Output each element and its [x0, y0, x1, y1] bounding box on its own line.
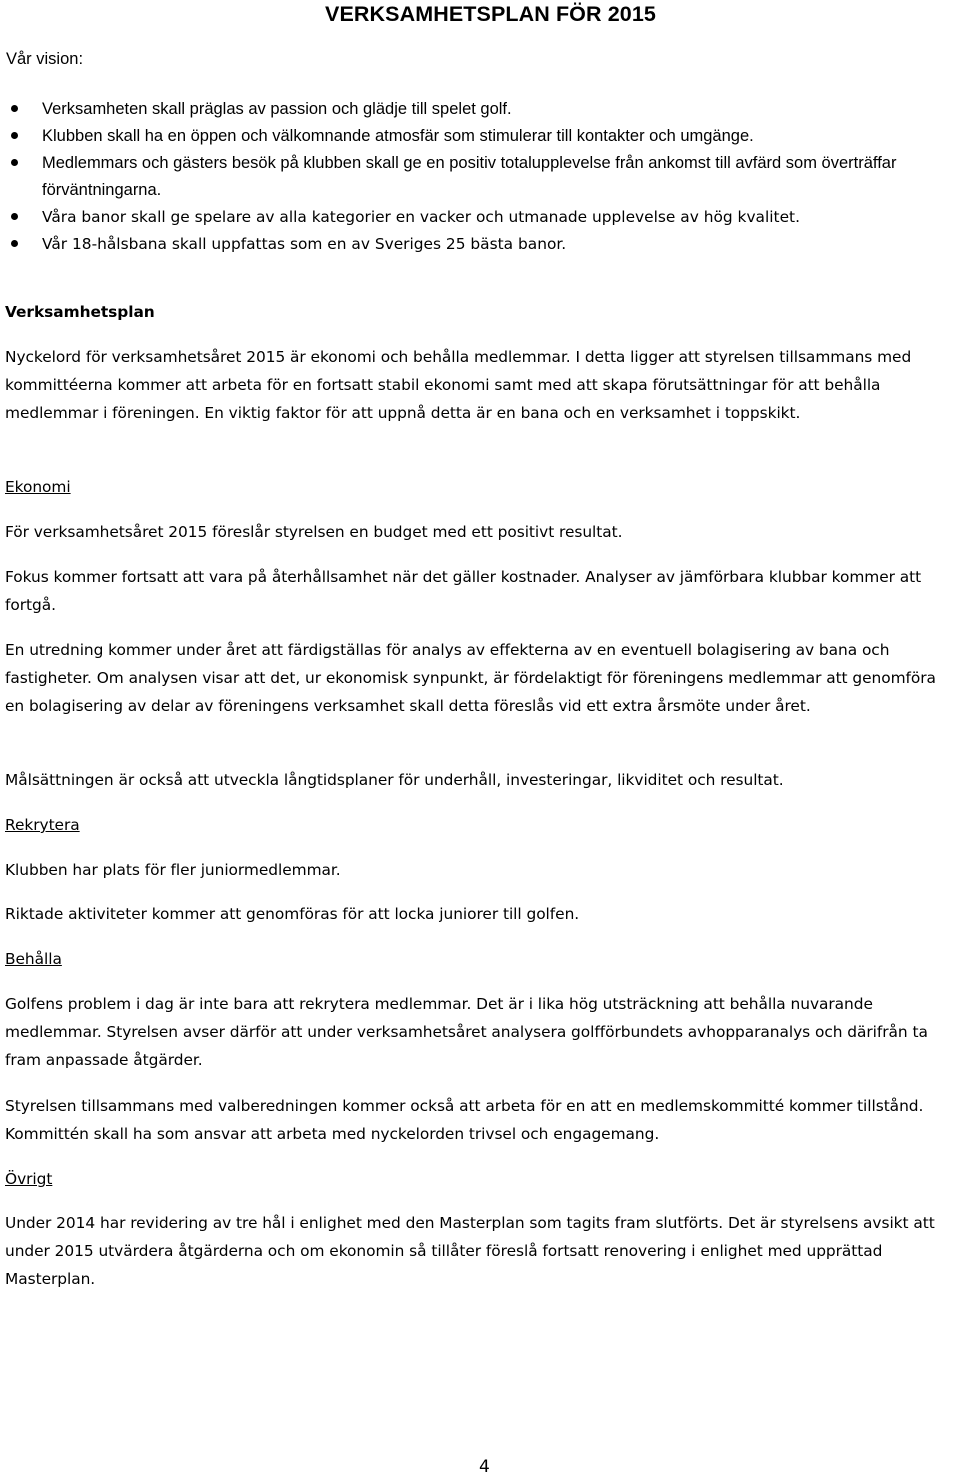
bullet-dot-icon	[11, 159, 18, 166]
vision-label: Vår vision:	[6, 50, 84, 68]
plan-heading: Verksamhetsplan	[5, 303, 155, 321]
rekrytera-heading: Rekrytera	[5, 816, 80, 834]
vision-item-text: Vår 18-hålsbana skall uppfattas som en av Sveriges 25 bästa banor.	[42, 235, 567, 253]
vision-item-text: Verksamheten skall präglas av passion och glädje till spelet golf.	[42, 100, 512, 118]
vision-item	[0, 150, 960, 204]
bullet-dot-icon	[11, 105, 18, 112]
ovrigt-heading: Övrigt	[5, 1170, 53, 1188]
bullet-dot-icon	[11, 132, 18, 139]
ekonomi-paragraph-2: Fokus kommer fortsatt att vara på återhållsamhet när det gäller kostnader. Analyser av jämförbara klubbar kommer att fortgå.	[5, 568, 922, 614]
behalla-paragraph-1: Golfens problem i dag är inte bara att rekrytera medlemmar. Det är i lika hög utsträckning att behålla nuvarande medlemmar. Styrelsen avser därför att under verksamhetsåret analysera golfförbundets avhopparanalys och därifrån ta fram anpassade åtgärder.	[5, 995, 928, 1069]
bullet-dot-icon	[11, 213, 18, 220]
rekrytera-paragraph-1: Klubben har plats för fler juniormedlemmar.	[5, 861, 341, 879]
rekrytera-paragraph-2: Riktade aktiviteter kommer att genomföras för att locka juniorer till golfen.	[5, 905, 580, 923]
vision-item	[0, 123, 960, 150]
ovrigt-paragraph-1: Under 2014 har revidering av tre hål i enlighet med den Masterplan som tagits fram slutförts. Det är styrelsens avsikt att under 2015 utvärdera åtgärderna och om ekonomin så tillåter föreslå fortsatt renovering i enlighet med upprättad Masterplan.	[5, 1214, 935, 1288]
ekonomi-paragraph-1: För verksamhetsåret 2015 föreslår styrelsen en budget med ett positivt resultat.	[5, 523, 623, 541]
ekonomi-heading: Ekonomi	[5, 478, 71, 496]
vision-item-text: Klubben skall ha en öppen och välkomnande atmosfär som stimulerar till kontakter och umgänge.	[42, 127, 754, 145]
bullet-dot-icon	[11, 240, 18, 247]
page-title: VERKSAMHETSPLAN FÖR 2015	[325, 2, 656, 26]
behalla-heading: Behålla	[5, 950, 62, 968]
ekonomi-paragraph-3: En utredning kommer under året att färdigställas för analys av effekterna av en eventuell bolagisering av bana och fastigheter. Om analysen visar att det, ur ekonomisk synpunkt, är fördelaktigt för föreningens medlemmar att genomföra en bolagisering av delar av föreningens verksamhet skall detta föreslås vid ett extra årsmöte under året.	[5, 641, 936, 715]
vision-item-text: Våra banor skall ge spelare av alla kategorier en vacker och utmanade upplevelse av hög kvalitet.	[42, 208, 800, 226]
page-number: 4	[479, 1457, 490, 1477]
vision-item	[0, 96, 960, 123]
vision-item-text: Medlemmars och gästers besök på klubben skall ge en positiv totalupplevelse från ankomst till avfärd som överträffar förväntningarna.	[42, 154, 897, 199]
vision-list	[0, 96, 960, 258]
plan-paragraph: Nyckelord för verksamhetsåret 2015 är ekonomi och behålla medlemmar. I detta ligger att styrelsen tillsammans med kommittéerna kommer att arbeta för en fortsatt stabil ekonomi samt med att skapa förutsättningar för att behålla medlemmar i föreningen. En viktig faktor för att uppnå detta är en bana och en verksamhet i toppskikt.	[5, 348, 912, 422]
vision-item	[0, 231, 960, 258]
vision-item	[0, 204, 960, 231]
behalla-paragraph-2: Styrelsen tillsammans med valberedningen kommer också att arbeta för en att en medlemskommitté kommer tillstånd. Kommittén skall ha som ansvar att arbeta med nyckelorden trivsel och engagemang.	[5, 1097, 924, 1143]
ekonomi-paragraph-4: Målsättningen är också att utveckla långtidsplaner för underhåll, investeringar, likviditet och resultat.	[5, 771, 784, 789]
